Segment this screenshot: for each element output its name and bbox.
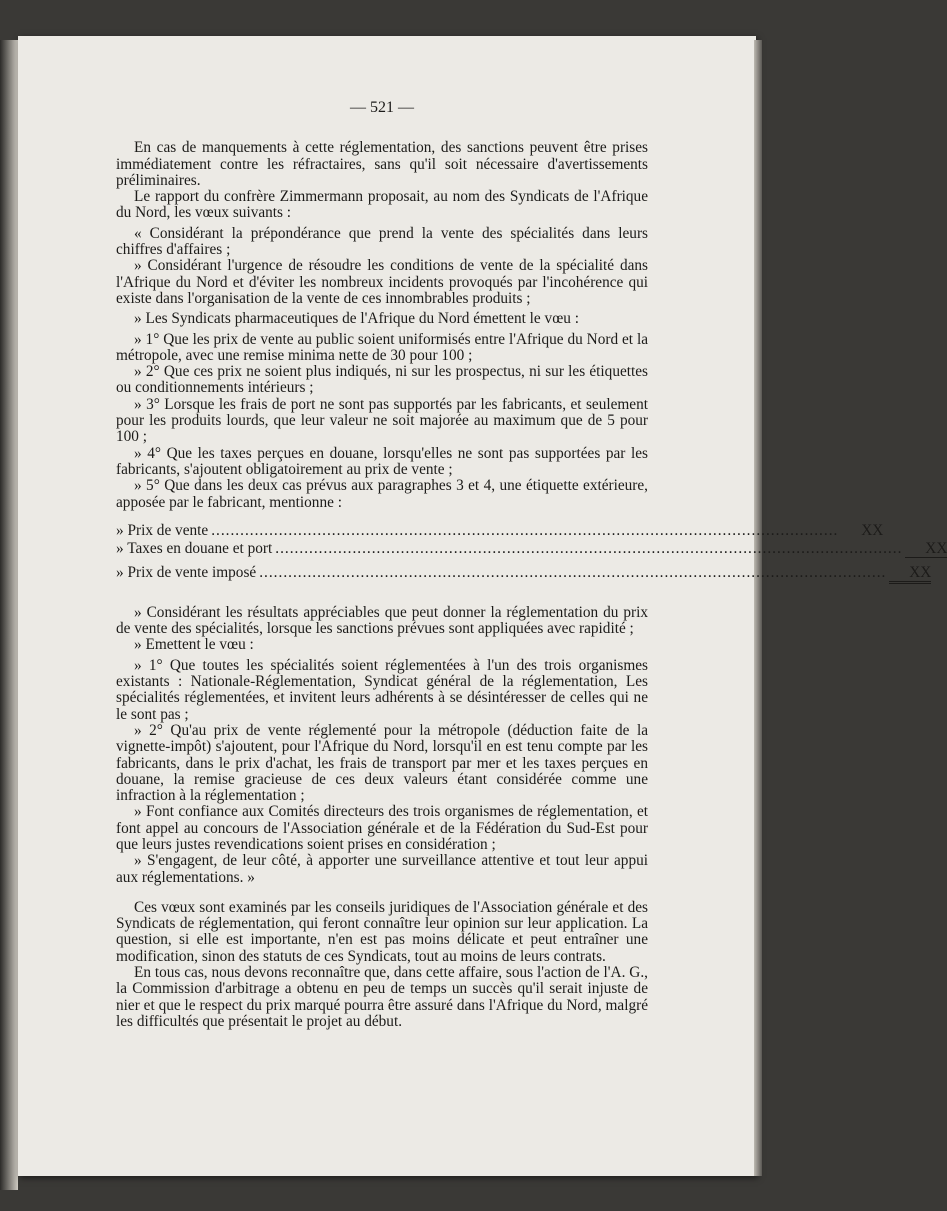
paragraph: « Considérant la prépondérance que prend la vente des spécialités dans leurs chiffres d'affaires ; [116,224,648,259]
paragraph: » Considérant les résultats appréciables que peut donner la réglementation du prix de vente des spécialités, lorsque les sanctions prévues sont appliquées avec rapidité ; [116,603,648,638]
paragraph: » 1° Que toutes les spécialités soient réglementées à l'un des trois organismes existants : Nationale-Réglementation, Syndicat général de la réglementation, Les spécialités réglementées, et invitent leurs adhérents à se désintéresser de celles qui ne le sont pas ; [116,656,648,723]
paragraph: » Emettent le vœu : [134,636,254,654]
paragraph: Le rapport du confrère Zimmermann proposait, au nom des Syndicats de l'Afrique du Nord, les vœux suivants : [116,188,648,222]
paragraph: » Font confiance aux Comités directeurs des trois organismes de réglementation, et font appel au concours de l'Association générale et de la Fédération du Sud-Est pour que leurs justes revendications soient prises en considération ; [116,803,648,853]
paragraph: » 5° Que dans les deux cas prévus aux paragraphes 3 et 4, une étiquette extérieure, apposée par le fabricant, mentionne : [116,477,648,511]
paragraph: » 1° Que les prix de vente au public soient uniformisés entre l'Afrique du Nord et la métropole, avec une remise minima nette de 30 pour 100 ; [116,330,648,364]
paragraph: » 3° Lorsque les frais de port ne sont pas supportés par les fabricants, et seulement pour les produits lourds, que leur valeur ne soit majorée au maximum que de 5 pour 100 ; [116,395,648,446]
label-list [116,521,947,583]
paragraph: » Considérant l'urgence de résoudre les conditions de vente de la spécialité dans l'Afrique du Nord et d'éviter les nombreux incidents provoqués par l'incohérence qui existe dans l'organisation de la vente de ces innombrables produits ; [116,257,648,307]
page-text [116,99,947,1030]
paragraph: » 2° Que ces prix ne soient plus indiqués, ni sur les prospectus, ni sur les étiquettes ou conditionnements intérieurs ; [116,363,648,397]
row-value: XX [861,521,884,539]
paragraph: » S'engagent, de leur côté, à apporter une surveillance attentive et tout leur appui aux réglementations. » [116,852,648,886]
dot-leader: .................................................................................................................................. [275,539,903,557]
row-value: XX [905,541,947,558]
paragraph: » Les Syndicats pharmaceutiques de l'Afrique du Nord émettent le vœu : [134,310,579,328]
label-list-total-row [116,563,932,583]
dot-leader: .................................................................................................................................. [259,563,887,581]
row-value: XX [889,565,931,584]
paragraph: En tous cas, nous devons reconnaître que, dans cette affaire, sous l'action de l'A. G., la Commission d'arbitrage a obtenu en peu de temps un succès qu'il serait injuste de nier et que le respect du prix marqué pourra être assuré dans l'Afrique du Nord, malgré les difficultés que présentait le projet au début. [116,964,648,1030]
page-edge-shadow [754,40,762,1176]
label-list-row [116,521,884,541]
row-label: » Prix de vente [116,521,209,539]
book-left-edge [0,40,18,1190]
dot-leader: .................................................................................................................................. [211,521,839,539]
paragraph: En cas de manquements à cette réglementation, des sanctions peuvent être prises immédiatement contre les réfractaires, sans qu'il soit nécessaire d'avertissements préliminaires. [116,139,648,189]
paragraph: Ces vœux sont examinés par les conseils juridiques de l'Association générale et des Syndicats de réglementation, qui feront connaître leur opinion sur leur application. La question, si elle est importante, n'en est pas moins délicate et peut entraîner une modification, sinon des statuts de ces Syndicats, tout au moins de leurs contrats. [116,898,648,965]
paragraph: » 2° Qu'au prix de vente réglementé pour la métropole (déduction faite de la vignette-impôt) s'ajoutent, pour l'Afrique du Nord, lorsqu'il en est tenu compte par les fabricants, dans le prix d'achat, les frais de transport par mer et les taxes perçues en douane, la remise gracieuse de ces deux valeurs étant considérée comme une infraction à la réglementation ; [116,721,648,805]
page-number: — 521 — [350,99,414,116]
row-label: » Taxes en douane et port [116,539,273,557]
row-label: » Prix de vente imposé [116,563,257,581]
paragraph: » 4° Que les taxes perçues en douane, lorsqu'elles ne sont pas supportées par les fabricants, s'ajoutent obligatoirement au prix de vente ; [116,444,648,478]
label-list-row [116,539,947,559]
